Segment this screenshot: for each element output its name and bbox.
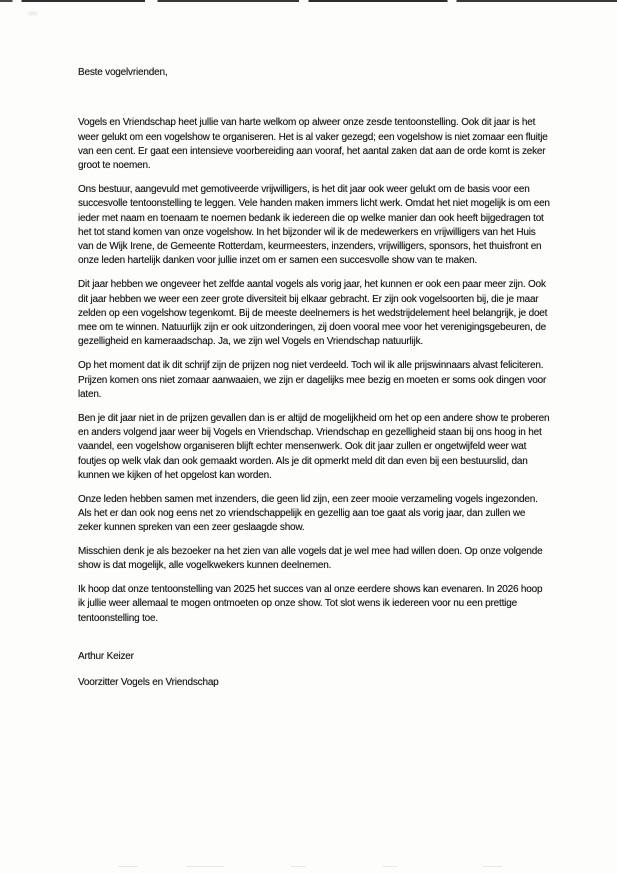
paragraph-next-chance: Ben je dit jaar niet in de prijzen gevallen dan is er altijd de mogelijkheid om het op een andere show te proberen en anders volgend jaar weer bij Vogels en Vriendschap. Vriendschap en gezelligheid staan bij ons hoog in het vaandel, een vogelshow organiseren blijft echter mensenwerk. Ook dit jaar zullen er ongetwijfeld weer wat foutjes op welk vlak dan ook gemaakt worden. Als je dit opmerkt meld dit dan even bij een bestuurslid, dan kunnen we kijken of het opgelost kan worden. bbox=[78, 412, 550, 481]
paragraph-thanks: Ons bestuur, aangevuld met gemotiveerde vrijwilligers, is het dit jaar ook weer gelukt om de basis voor een succesvolle tentoonstelling te leggen. Vele handen maken immers licht werk. Omdat het niet mogelijk is om een ieder met naam en toenaam te noemen bedank ik iedereen die op welke manier dan ook heeft bijgedragen tot het tot stand komen van onze vogelshow. In het bijzonder wil ik de medewerkers en vrijwilligers van het Huis van de Wijk Irene, de Gemeente Rotterdam, keurmeesters, inzenders, vrijwilligers, sponsors, het thuisfront en onze leden hartelijk danken voor jullie inzet om er samen een succesvolle show van te maken. bbox=[78, 183, 550, 267]
signature-block bbox=[78, 650, 560, 691]
salutation: Beste vogelvrienden, bbox=[78, 67, 168, 78]
signature-role: Voorzitter Vogels en Vriendschap bbox=[78, 677, 219, 689]
paragraph-prizes: Op het moment dat ik dit schrijf zijn de prijzen nog niet verdeeld. Toch wil ik alle prijswinnaars alvast feliciteren. Prijzen komen ons niet zomaar aanwaaien, we zijn er dagelijks mee bezig en moeten er soms ook dingen voor laten. bbox=[78, 360, 547, 400]
paragraph-visitors: Misschien denk je als bezoeker na het zien van alle vogels dat je wel mee had willen doen. Op onze volgende show is dat mogelijk, alle vogelkwekers kunnen deelnemen. bbox=[78, 546, 543, 572]
paragraph-welcome: Vogels en Vriendschap heet jullie van harte welkom op alweer onze zesde tentoonstelling. Ook dit jaar is het weer gelukt om een vogelshow te organiseren. Het is al vaker gezegd; een vogelshow is niet zomaar een fluitje van een cent. Er gaat een intensieve voorbereiding aan vooraf, het aantal zaken dat aan de orde komt is zeker groot te noemen. bbox=[78, 117, 548, 172]
paragraph-closing: Ik hoop dat onze tentoonstelling van 2025 het succes van al onze eerdere shows kan evenaren. In 2026 hoop ik jullie weer allemaal te mogen ontmoeten op onze show. Tot slot wens ik iedereen voor nu een prettige tentoonstelling toe. bbox=[78, 584, 543, 624]
signature-name: Arthur Keizer bbox=[78, 651, 134, 662]
scan-artifact-bottom-edge bbox=[80, 866, 560, 867]
paragraph-birds-diversity: Dit jaar hebben we ongeveer het zelfde aantal vogels als vorig jaar, het kunnen er ook een paar meer zijn. Ook dit jaar hebben we weer een zeer grote diversiteit bij elkaar gebracht. Er zijn ook vogelsoorten bij, die je maar zelden op een vogelshow tegenkomt. Bij de meeste deelnemers is het wedstrijdelement heel belangrijk, je doet mee om te winnen. Natuurlijk zijn er ook uitzonderingen, zij doen vooral mee voor het verenigingsgebeuren, de gezelligheid en kameraadschap. Ja, we zijn wel Vogels en Vriendschap natuurlijk. bbox=[78, 279, 548, 348]
paragraph-collection: Onze leden hebben samen met inzenders, die geen lid zijn, een zeer mooie verzameling vogels ingezonden. Als het er dan ook nog eens net zo vriendschappelijk en gezellig aan toe gaat als vorig jaar, dan zullen we zeker kunnen spreken van een zeer geslaagde show. bbox=[78, 493, 538, 534]
